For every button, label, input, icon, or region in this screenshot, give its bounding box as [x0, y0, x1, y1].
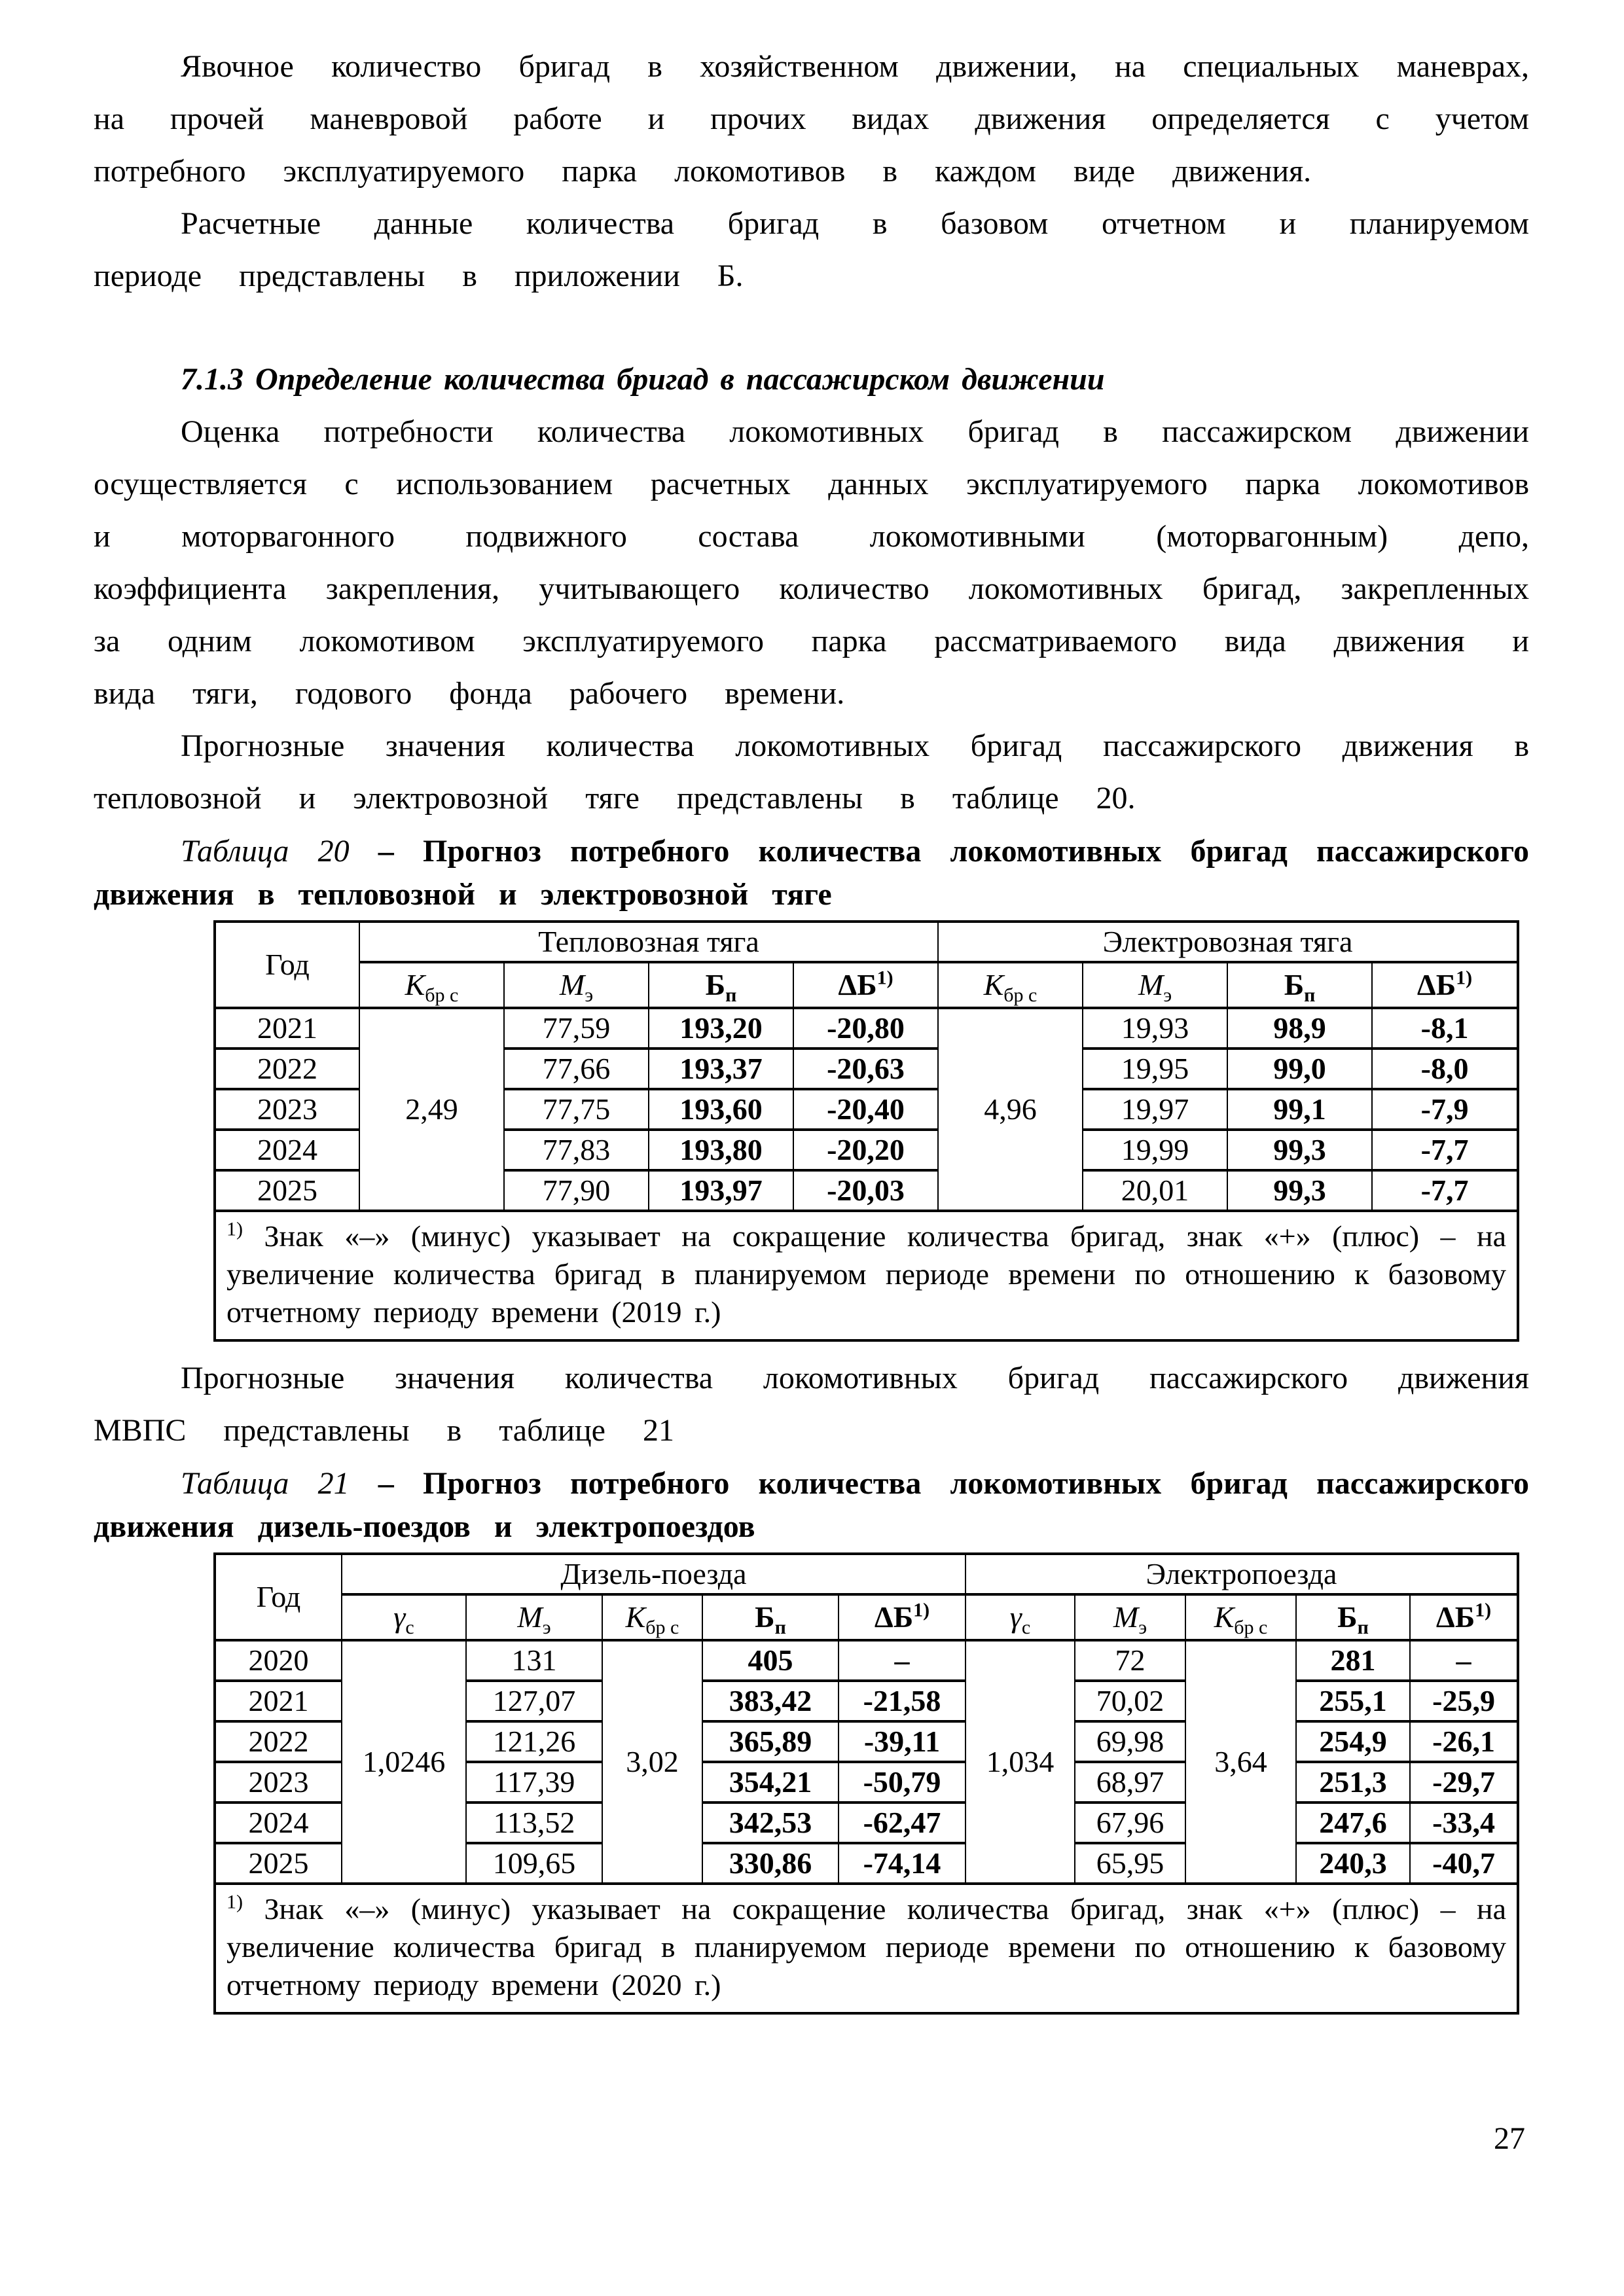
- value-cell: 67,96: [1075, 1803, 1185, 1843]
- paragraph-forecast-20: Прогнозные значения количества локомотивных бригад пассажирского движения в тепловозной и электровозной тяге представлены в таблице 20.: [94, 728, 1529, 816]
- table-21-group-header-row: [215, 1554, 1518, 1594]
- table-21-subheader-row: [215, 1594, 1518, 1640]
- value-cell: 19,93: [1083, 1008, 1227, 1049]
- table-row: [215, 1008, 1518, 1049]
- table-21-header-kbrs-1: $К_{бр с}$: [602, 1594, 702, 1640]
- table-21-caption: [94, 1462, 1529, 1549]
- value-cell: 77,59: [504, 1008, 649, 1049]
- paragraph-forecast-21: Прогнозные значения количества локомотивных бригад пассажирского движения МВПС представлены в таблице 21: [94, 1361, 1529, 1448]
- value-cell: 99,1: [1227, 1089, 1372, 1130]
- value-cell: 72: [1075, 1640, 1185, 1681]
- table-21-year-header: Год: [215, 1554, 342, 1640]
- value-cell: 405: [702, 1640, 839, 1681]
- table-20-footnote-row: [215, 1211, 1518, 1340]
- table-21-caption-text: – Прогноз потребного количества локомотивных бригад пассажирского движения дизель-поездов и электропоездов: [94, 1466, 1529, 1544]
- year-cell: 2020: [215, 1640, 342, 1681]
- value-cell: -20,80: [793, 1008, 938, 1049]
- value-cell: –: [839, 1640, 965, 1681]
- year-cell: 2024: [215, 1130, 359, 1170]
- value-cell: 193,37: [649, 1049, 793, 1089]
- value-cell: -8,0: [1372, 1049, 1518, 1089]
- table-20-group-electric-traction: Электровозная тяга: [938, 922, 1518, 962]
- value-cell: -74,14: [839, 1843, 965, 1884]
- value-cell: 117,39: [466, 1762, 602, 1803]
- year-cell: 2023: [215, 1762, 342, 1803]
- value-cell: 65,95: [1075, 1843, 1185, 1884]
- value-cell: 255,1: [1296, 1681, 1410, 1721]
- value-cell: 77,66: [504, 1049, 649, 1089]
- value-cell: -20,63: [793, 1049, 938, 1089]
- value-cell: -20,03: [793, 1170, 938, 1211]
- year-cell: 2025: [215, 1170, 359, 1211]
- value-cell: 69,98: [1075, 1721, 1185, 1762]
- table-21-header-db-1: ΔБ$^{1)}$: [839, 1594, 965, 1640]
- value-cell: -7,7: [1372, 1130, 1518, 1170]
- table-20-header-db-1: ΔБ$^{1)}$: [793, 962, 938, 1008]
- value-cell: 70,02: [1075, 1681, 1185, 1721]
- value-cell: 131: [466, 1640, 602, 1681]
- value-cell: 365,89: [702, 1721, 839, 1762]
- table-20-caption-text: – Прогноз потребного количества локомотивных бригад пассажирского движения в тепловозной и электровозной тяге: [94, 834, 1529, 912]
- value-cell: 127,07: [466, 1681, 602, 1721]
- coefficient-cell: 4,96: [938, 1008, 1083, 1211]
- table-21-header-kbrs-2: $К_{бр с}$: [1185, 1594, 1296, 1640]
- value-cell: 193,60: [649, 1089, 793, 1130]
- value-cell: 342,53: [702, 1803, 839, 1843]
- value-cell: 98,9: [1227, 1008, 1372, 1049]
- table-21-header-bp-1: $Б_п$: [702, 1594, 839, 1640]
- value-cell: -8,1: [1372, 1008, 1518, 1049]
- year-cell: 2022: [215, 1721, 342, 1762]
- coefficient-cell: 2,49: [359, 1008, 504, 1211]
- value-cell: -20,20: [793, 1130, 938, 1170]
- table-21-header-gamma-2: $\gamma_с$: [965, 1594, 1075, 1640]
- year-cell: 2022: [215, 1049, 359, 1089]
- table-20-header-db-2: ΔБ$^{1)}$: [1372, 962, 1518, 1008]
- value-cell: -50,79: [839, 1762, 965, 1803]
- value-cell: 77,90: [504, 1170, 649, 1211]
- value-cell: -21,58: [839, 1681, 965, 1721]
- table-20: [213, 920, 1519, 1342]
- table-row: [215, 1640, 1518, 1681]
- table-20-group-diesel-traction: Тепловозная тяга: [359, 922, 938, 962]
- table-20-group-header-row: [215, 922, 1518, 962]
- coefficient-cell: 1,0246: [342, 1640, 466, 1884]
- year-cell: 2021: [215, 1008, 359, 1049]
- table-21: [213, 1552, 1519, 2015]
- value-cell: 113,52: [466, 1803, 602, 1843]
- value-cell: 99,3: [1227, 1170, 1372, 1211]
- table-20-caption: [94, 830, 1529, 916]
- value-cell: -33,4: [1410, 1803, 1518, 1843]
- value-cell: -39,11: [839, 1721, 965, 1762]
- table-21-header-db-2: ΔБ$^{1)}$: [1410, 1594, 1518, 1640]
- value-cell: -7,9: [1372, 1089, 1518, 1130]
- value-cell: 193,97: [649, 1170, 793, 1211]
- value-cell: -29,7: [1410, 1762, 1518, 1803]
- table-21-header-me-2: $М_э$: [1075, 1594, 1185, 1640]
- value-cell: 254,9: [1296, 1721, 1410, 1762]
- value-cell: -40,7: [1410, 1843, 1518, 1884]
- value-cell: -25,9: [1410, 1681, 1518, 1721]
- value-cell: -62,47: [839, 1803, 965, 1843]
- value-cell: 330,86: [702, 1843, 839, 1884]
- year-cell: 2021: [215, 1681, 342, 1721]
- value-cell: 354,21: [702, 1762, 839, 1803]
- year-cell: 2025: [215, 1843, 342, 1884]
- table-21-caption-label: Таблица 21: [181, 1466, 350, 1501]
- table-20-header-me-2: $М_э$: [1083, 962, 1227, 1008]
- value-cell: 383,42: [702, 1681, 839, 1721]
- table-20-header-bp-1: $Б_п$: [649, 962, 793, 1008]
- table-21-group-diesel-trains: Дизель-поезда: [342, 1554, 965, 1594]
- paragraph-calc-data: Расчетные данные количества бригад в базовом отчетном и планируемом периоде представлены в приложении Б.: [94, 206, 1529, 293]
- value-cell: -20,40: [793, 1089, 938, 1130]
- value-cell: –: [1410, 1640, 1518, 1681]
- value-cell: 240,3: [1296, 1843, 1410, 1884]
- table-21-footnote: $^{1)}$ Знак «–» (минус) указывает на сокращение количества бригад, знак «+» (плюс) – на увеличение количества бригад в планируемом периоде времени по отношению к базовому отчетному периоду времени (2020 г.): [215, 1884, 1518, 2013]
- table-21-header-gamma-1: $\gamma_с$: [342, 1594, 466, 1640]
- table-20-header-kbrs-1: $К_{бр с}$: [359, 962, 504, 1008]
- value-cell: 247,6: [1296, 1803, 1410, 1843]
- value-cell: 99,0: [1227, 1049, 1372, 1089]
- value-cell: -26,1: [1410, 1721, 1518, 1762]
- value-cell: 193,80: [649, 1130, 793, 1170]
- value-cell: 251,3: [1296, 1762, 1410, 1803]
- value-cell: 77,75: [504, 1089, 649, 1130]
- table-21-group-electric-trains: Электропоезда: [965, 1554, 1518, 1594]
- paragraph-assessment: Оценка потребности количества локомотивных бригад в пассажирском движении осуществляется с использованием расчетных данных эксплуатируемого парка локомотивов и моторвагонного подвижного состава локомотивными (моторвагонным) депо, коэффициента закрепления, учитывающего количество локомотивных бригад, закрепленных за одним локомотивом эксплуатируемого парка рассматриваемого вида движения и вида тяги, годового фонда рабочего времени.: [94, 414, 1529, 711]
- value-cell: 77,83: [504, 1130, 649, 1170]
- table-20-subheader-row: [215, 962, 1518, 1008]
- paragraph-available-crews: Явочное количество бригад в хозяйственном движении, на специальных маневрах, на прочей маневровой работе и прочих видах движения определяется с учетом потребного эксплуатируемого парка локомотивов в каждом виде движения.: [94, 49, 1529, 188]
- table-20-header-bp-2: $Б_п$: [1227, 962, 1372, 1008]
- value-cell: 19,97: [1083, 1089, 1227, 1130]
- coefficient-cell: 3,02: [602, 1640, 702, 1884]
- value-cell: 281: [1296, 1640, 1410, 1681]
- page-number: 27: [1494, 2121, 1525, 2156]
- table-20-header-kbrs-2: $К_{бр с}$: [938, 962, 1083, 1008]
- value-cell: 19,95: [1083, 1049, 1227, 1089]
- value-cell: 68,97: [1075, 1762, 1185, 1803]
- value-cell: 99,3: [1227, 1130, 1372, 1170]
- value-cell: 121,26: [466, 1721, 602, 1762]
- table-20-footnote: $^{1)}$ Знак «–» (минус) указывает на сокращение количества бригад, знак «+» (плюс) – на увеличение количества бригад в планируемом периоде времени по отношению к базовому отчетному периоду времени (2019 г.): [215, 1211, 1518, 1340]
- value-cell: 193,20: [649, 1008, 793, 1049]
- section-heading-7-1-3: 7.1.3 Определение количества бригад в пассажирском движении: [181, 362, 1105, 397]
- table-21-header-bp-2: $Б_п$: [1296, 1594, 1410, 1640]
- value-cell: 109,65: [466, 1843, 602, 1884]
- table-20-caption-label: Таблица 20: [181, 834, 350, 869]
- coefficient-cell: 1,034: [965, 1640, 1075, 1884]
- year-cell: 2024: [215, 1803, 342, 1843]
- year-cell: 2023: [215, 1089, 359, 1130]
- table-21-footnote-row: [215, 1884, 1518, 2013]
- coefficient-cell: 3,64: [1185, 1640, 1296, 1884]
- value-cell: -7,7: [1372, 1170, 1518, 1211]
- table-20-year-header: Год: [215, 922, 359, 1008]
- value-cell: 19,99: [1083, 1130, 1227, 1170]
- value-cell: 20,01: [1083, 1170, 1227, 1211]
- table-21-header-me-1: $М_э$: [466, 1594, 602, 1640]
- table-20-header-me-1: $М_э$: [504, 962, 649, 1008]
